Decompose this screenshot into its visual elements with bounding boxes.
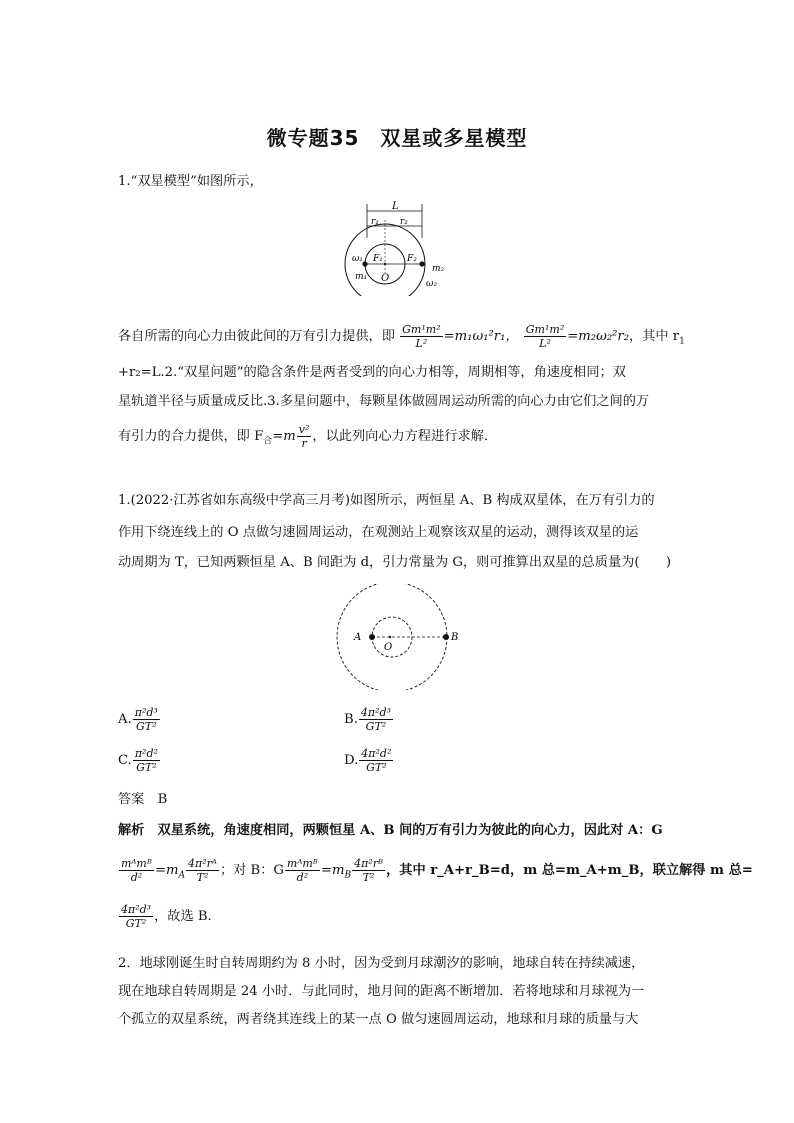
fraction-numerator: v² — [298, 423, 310, 436]
label-O: O — [381, 273, 390, 284]
fraction-denominator: d² — [296, 871, 309, 884]
fraction-numerator: mᴬmᴮ — [121, 857, 152, 870]
binary-star-figure — [340, 198, 460, 296]
formula-eq: =m — [154, 863, 179, 878]
option-B[interactable] — [344, 706, 394, 733]
formula-eq: =m — [320, 863, 345, 878]
fraction-denominator: r — [301, 437, 307, 450]
analysis-line-2 — [118, 857, 753, 886]
label-omega2: ω₂ — [426, 279, 437, 289]
analysis-text: ，其中 r_A+r_B=d，m 总=m_A+m_B，联立解得 m 总= — [386, 863, 753, 878]
fraction-denominator: d² — [130, 871, 143, 884]
label-m2: m₂ — [432, 264, 445, 274]
option-C[interactable] — [118, 747, 161, 774]
two-star-figure — [330, 584, 470, 690]
fraction-numerator: 4π²d³ — [360, 706, 391, 719]
label-F2: F₂ — [407, 254, 417, 264]
subscript: A — [178, 870, 186, 881]
option-label: B. — [344, 712, 358, 727]
answer-value: B — [157, 792, 168, 807]
intro-text: ，以此列向心力方程进行求解． — [312, 429, 498, 444]
label-r2: r₂ — [400, 217, 408, 227]
fraction-denominator: GT² — [366, 761, 387, 774]
answer — [118, 788, 167, 807]
analysis-line-1: 解析 双星系统，角速度相同，两颗恒星 A、B 间的万有引力为彼此的向心力，因此对 A：G — [118, 823, 663, 838]
question2-line-2: 现在地球自转周期是 24 小时．与此同时，地月间的距离不断增加．若将地球和月球视为一 — [118, 984, 645, 999]
label-F1: F₁ — [373, 254, 383, 264]
label-omega1: ω₁ — [352, 254, 363, 264]
centripetal-formula — [297, 423, 312, 450]
page-title: 微专题35 双星或多星模型 — [266, 126, 528, 150]
subscript: 合 — [263, 436, 273, 447]
analysis-text: ，故选 B. — [154, 909, 212, 924]
fraction-denominator: L² — [415, 337, 428, 350]
fraction-numerator: π²d² — [134, 747, 158, 760]
fraction-numerator: Gm¹m² — [525, 323, 565, 336]
intro-text: ，其中 r — [629, 329, 680, 344]
fraction-denominator: GT² — [365, 720, 387, 733]
fraction-numerator: 4π²rᴮ — [354, 857, 384, 870]
label-O: O — [384, 642, 393, 653]
fraction-numerator: 4π²d² — [361, 747, 392, 760]
option-label: A. — [118, 712, 132, 727]
question2-line-1: 2．地球刚诞生时自转周期约为 8 小时，因为受到月球潮汐的影响，地球自转在持续减速， — [118, 956, 645, 971]
question1-line-1: 1.(2022·江苏省如东高级中学高三月考)如图所示，两恒星 A、B 构成双星体，在万有引力的 — [118, 493, 655, 508]
option-A[interactable] — [118, 706, 161, 733]
label-m1: m₁ — [355, 272, 368, 282]
gravity-formula-2 — [524, 323, 566, 350]
label-A: A — [354, 632, 362, 643]
intro-line-3: +r₂=L.2.“双星问题”的隐含条件是两者受到的向心力相等，周期相等，角速度相同；双 — [118, 365, 626, 380]
analysis-line-3 — [118, 903, 678, 930]
label-r1: r₁ — [371, 217, 379, 227]
formula-eq: =m — [272, 429, 296, 444]
label-B: B — [451, 632, 459, 643]
formula-rhs: =m₂ω₂²r₂ — [567, 329, 629, 344]
intro-line-5 — [118, 423, 678, 452]
fraction-denominator: L² — [539, 337, 551, 350]
fraction-denominator: GT² — [135, 720, 157, 733]
fraction-numerator: mᴬmᴮ — [286, 857, 318, 870]
intro-line-4: 星轨道半径与质量成反比.3.多星问题中，每颗星体做圆周运动所需的向心力由它们之间的万 — [118, 394, 650, 409]
fraction-denominator: T² — [362, 871, 375, 884]
fraction-denominator: GT² — [136, 761, 157, 774]
subscript: B — [344, 870, 352, 881]
intro-text: 有引力的合力提供，即 F — [118, 429, 264, 444]
intro-line-1: 1.“双星模型”如图所示， — [118, 174, 263, 189]
question1-line-3: 动周期为 T，已知两颗恒星 A、B 间距为 d，引力常量为 G，则可推算出双星的总质量为( ) — [118, 555, 671, 570]
question2-line-3: 个孤立的双星系统，两者绕其连线上的某一点 O 做匀速圆周运动，地球和月球的质量与大 — [118, 1012, 639, 1027]
fraction-numerator: 4π²rᴬ — [188, 857, 217, 870]
formula-rhs: =m₁ω₁²r₁， — [443, 329, 519, 344]
intro-line-2: 各自所需的向心力由彼此间的万有引力提供，即 $\frac{\text{Gm¹m²}}{\text{L²}}$ =m₁ω₁²r₁， $\frac{\text{Gm¹m²}}{\text{L²}}$ =m₂ω₂²r₂，其中 $r_1$ — [118, 323, 685, 350]
fraction-numerator: π²d³ — [134, 706, 158, 719]
analysis-text: ；对 B：G — [219, 863, 284, 878]
intro-text: 各自所需的向心力由彼此间的万有引力提供，即 — [118, 329, 395, 344]
answer-label: 答案 — [118, 792, 145, 807]
option-D[interactable] — [344, 747, 394, 774]
option-label: C. — [118, 753, 132, 768]
fraction-numerator: 4π²d³ — [121, 903, 152, 916]
fraction-denominator: GT² — [125, 917, 147, 930]
gravity-formula-1 — [400, 323, 442, 350]
fraction-denominator: T² — [196, 871, 209, 884]
option-label: D. — [344, 753, 359, 768]
fraction-numerator: Gm¹m² — [402, 323, 441, 336]
label-L: L — [392, 201, 399, 212]
question1-line-2: 作用下绕连线上的 O 点做匀速圆周运动，在观测站上观察该双星的运动，测得该双星的运 — [118, 525, 639, 540]
